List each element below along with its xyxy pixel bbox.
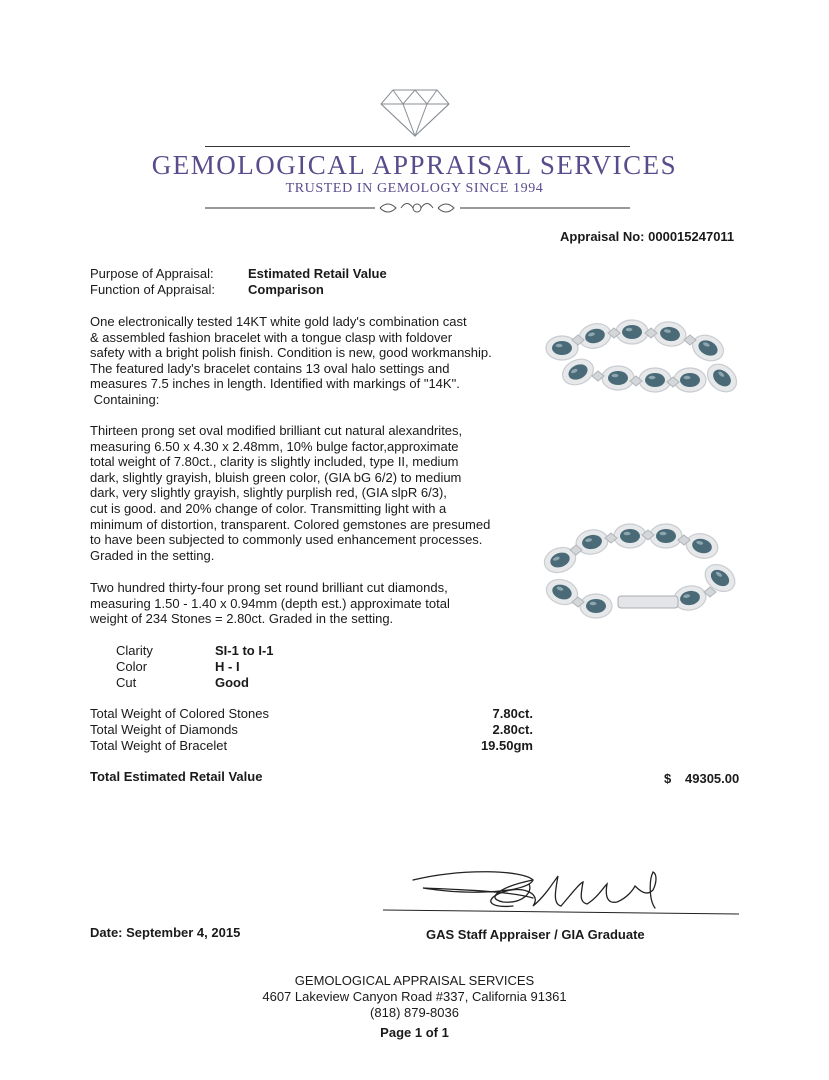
description-line: & assembled fashion bracelet with a tongue clasp with foldover xyxy=(90,329,453,345)
bracelet-link xyxy=(580,594,612,618)
clarity-label: Clarity xyxy=(116,643,153,658)
alexandrite-line: to have been subjected to commonly used enhancement processes. xyxy=(90,532,483,548)
header-rule-top xyxy=(205,146,630,147)
cut-value: Good xyxy=(215,675,249,690)
description-line: Containing: xyxy=(90,391,160,407)
colored-stones-weight-value: 7.80ct. xyxy=(492,706,533,721)
alexandrite-line: dark, slightly grayish, bluish green color, (GIA bG 6/2) to medium xyxy=(90,469,462,485)
bracelet-link xyxy=(616,320,648,344)
bracelet-link xyxy=(652,319,688,348)
appraisal-number: Appraisal No: 000015247011 xyxy=(560,229,735,244)
description-line: safety with a bright polish finish. Condition is new, good workmanship. xyxy=(90,345,492,361)
bracelet-link xyxy=(650,524,682,548)
signature-caption: GAS Staff Appraiser / GIA Graduate xyxy=(426,927,645,942)
bracelet-link xyxy=(576,320,613,351)
appraisal-date: Date: September 4, 2015 xyxy=(90,925,241,940)
alexandrite-line: dark, very slightly grayish, slightly purplish red, (GIA slpR 6/3), xyxy=(90,485,447,501)
retail-value-label: Total Estimated Retail Value xyxy=(90,769,263,784)
bracelet-photo xyxy=(540,318,740,418)
bracelet-link xyxy=(639,368,671,392)
clarity-value: SI-1 to I-1 xyxy=(215,643,274,658)
bracelet-photo xyxy=(540,522,740,632)
diamonds-paragraph xyxy=(90,580,515,627)
purpose-label: Purpose of Appraisal: xyxy=(90,266,214,281)
function-label: Function of Appraisal: xyxy=(90,282,216,297)
cut-label: Cut xyxy=(116,675,137,690)
footer-company: GEMOLOGICAL APPRAISAL SERVICES xyxy=(294,973,535,988)
retail-amount: 49305.00 xyxy=(685,771,740,786)
alexandrites-paragraph xyxy=(90,423,515,563)
signature-image xyxy=(383,862,743,922)
footer-phone: (818) 879-8036 xyxy=(370,1005,459,1020)
color-label: Color xyxy=(116,659,148,674)
alexandrite-line: Graded in the setting. xyxy=(90,547,215,563)
bracelet-link xyxy=(702,359,740,398)
description-line: measures 7.5 inches in length. Identified with markings of "14K". xyxy=(90,376,460,392)
diamond-line: Two hundred thirty-four prong set round brilliant cut diamonds, xyxy=(90,580,448,595)
alexandrite-line: minimum of distortion, transparent. Colored gemstones are presumed xyxy=(90,516,491,532)
company-brand: GEMOLOGICAL APPRAISAL SERVICES xyxy=(151,150,678,180)
alexandrite-line: measuring 6.50 x 4.30 x 2.48mm, 10% bulge factor,approximate xyxy=(90,438,459,454)
function-value: Comparison xyxy=(248,282,324,297)
company-tagline: TRUSTED IN GEMOLOGY SINCE 1994 xyxy=(285,181,544,196)
description-paragraph xyxy=(90,314,515,408)
diamond-line: measuring 1.50 - 1.40 x 0.94mm (depth est.) approximate total xyxy=(90,595,450,611)
alexandrite-line: total weight of 7.80ct., clarity is slightly included, type II, medium xyxy=(90,454,459,470)
footer-address: 4607 Lakeview Canyon Road #337, California 91361 xyxy=(262,989,567,1004)
bracelet-link xyxy=(602,366,634,390)
color-value: H - I xyxy=(215,659,240,674)
bracelet-weight-value: 19.50gm xyxy=(480,738,533,753)
alexandrite-line: cut is good. and 20% change of color. Transmitting light with a xyxy=(90,500,447,516)
diamond-icon xyxy=(375,84,455,140)
bracelet-link xyxy=(614,524,646,548)
page-number: Page 1 of 1 xyxy=(380,1025,449,1040)
bracelet-weight-label: Total Weight of Bracelet xyxy=(90,738,228,753)
retail-currency: $ xyxy=(664,771,672,786)
ornament-icon xyxy=(205,198,630,218)
colored-stones-weight-label: Total Weight of Colored Stones xyxy=(90,706,269,721)
bracelet-link xyxy=(688,330,727,365)
alexandrite-line: Thirteen prong set oval modified brilliant cut natural alexandrites, xyxy=(90,423,463,438)
diamonds-weight-label: Total Weight of Diamonds xyxy=(90,722,238,737)
diamonds-weight-value: 2.80ct. xyxy=(492,722,533,737)
diamond-line: weight of 234 Stones = 2.80ct. Graded in the setting. xyxy=(90,611,394,627)
description-line: One electronically tested 14KT white gold lady's combination cast xyxy=(90,314,467,329)
bracelet-clasp xyxy=(618,596,678,608)
description-line: The featured lady's bracelet contains 13 oval halo settings and xyxy=(90,360,450,376)
bracelet-link xyxy=(674,368,706,392)
purpose-value: Estimated Retail Value xyxy=(248,266,387,281)
bracelet-link xyxy=(683,530,720,561)
